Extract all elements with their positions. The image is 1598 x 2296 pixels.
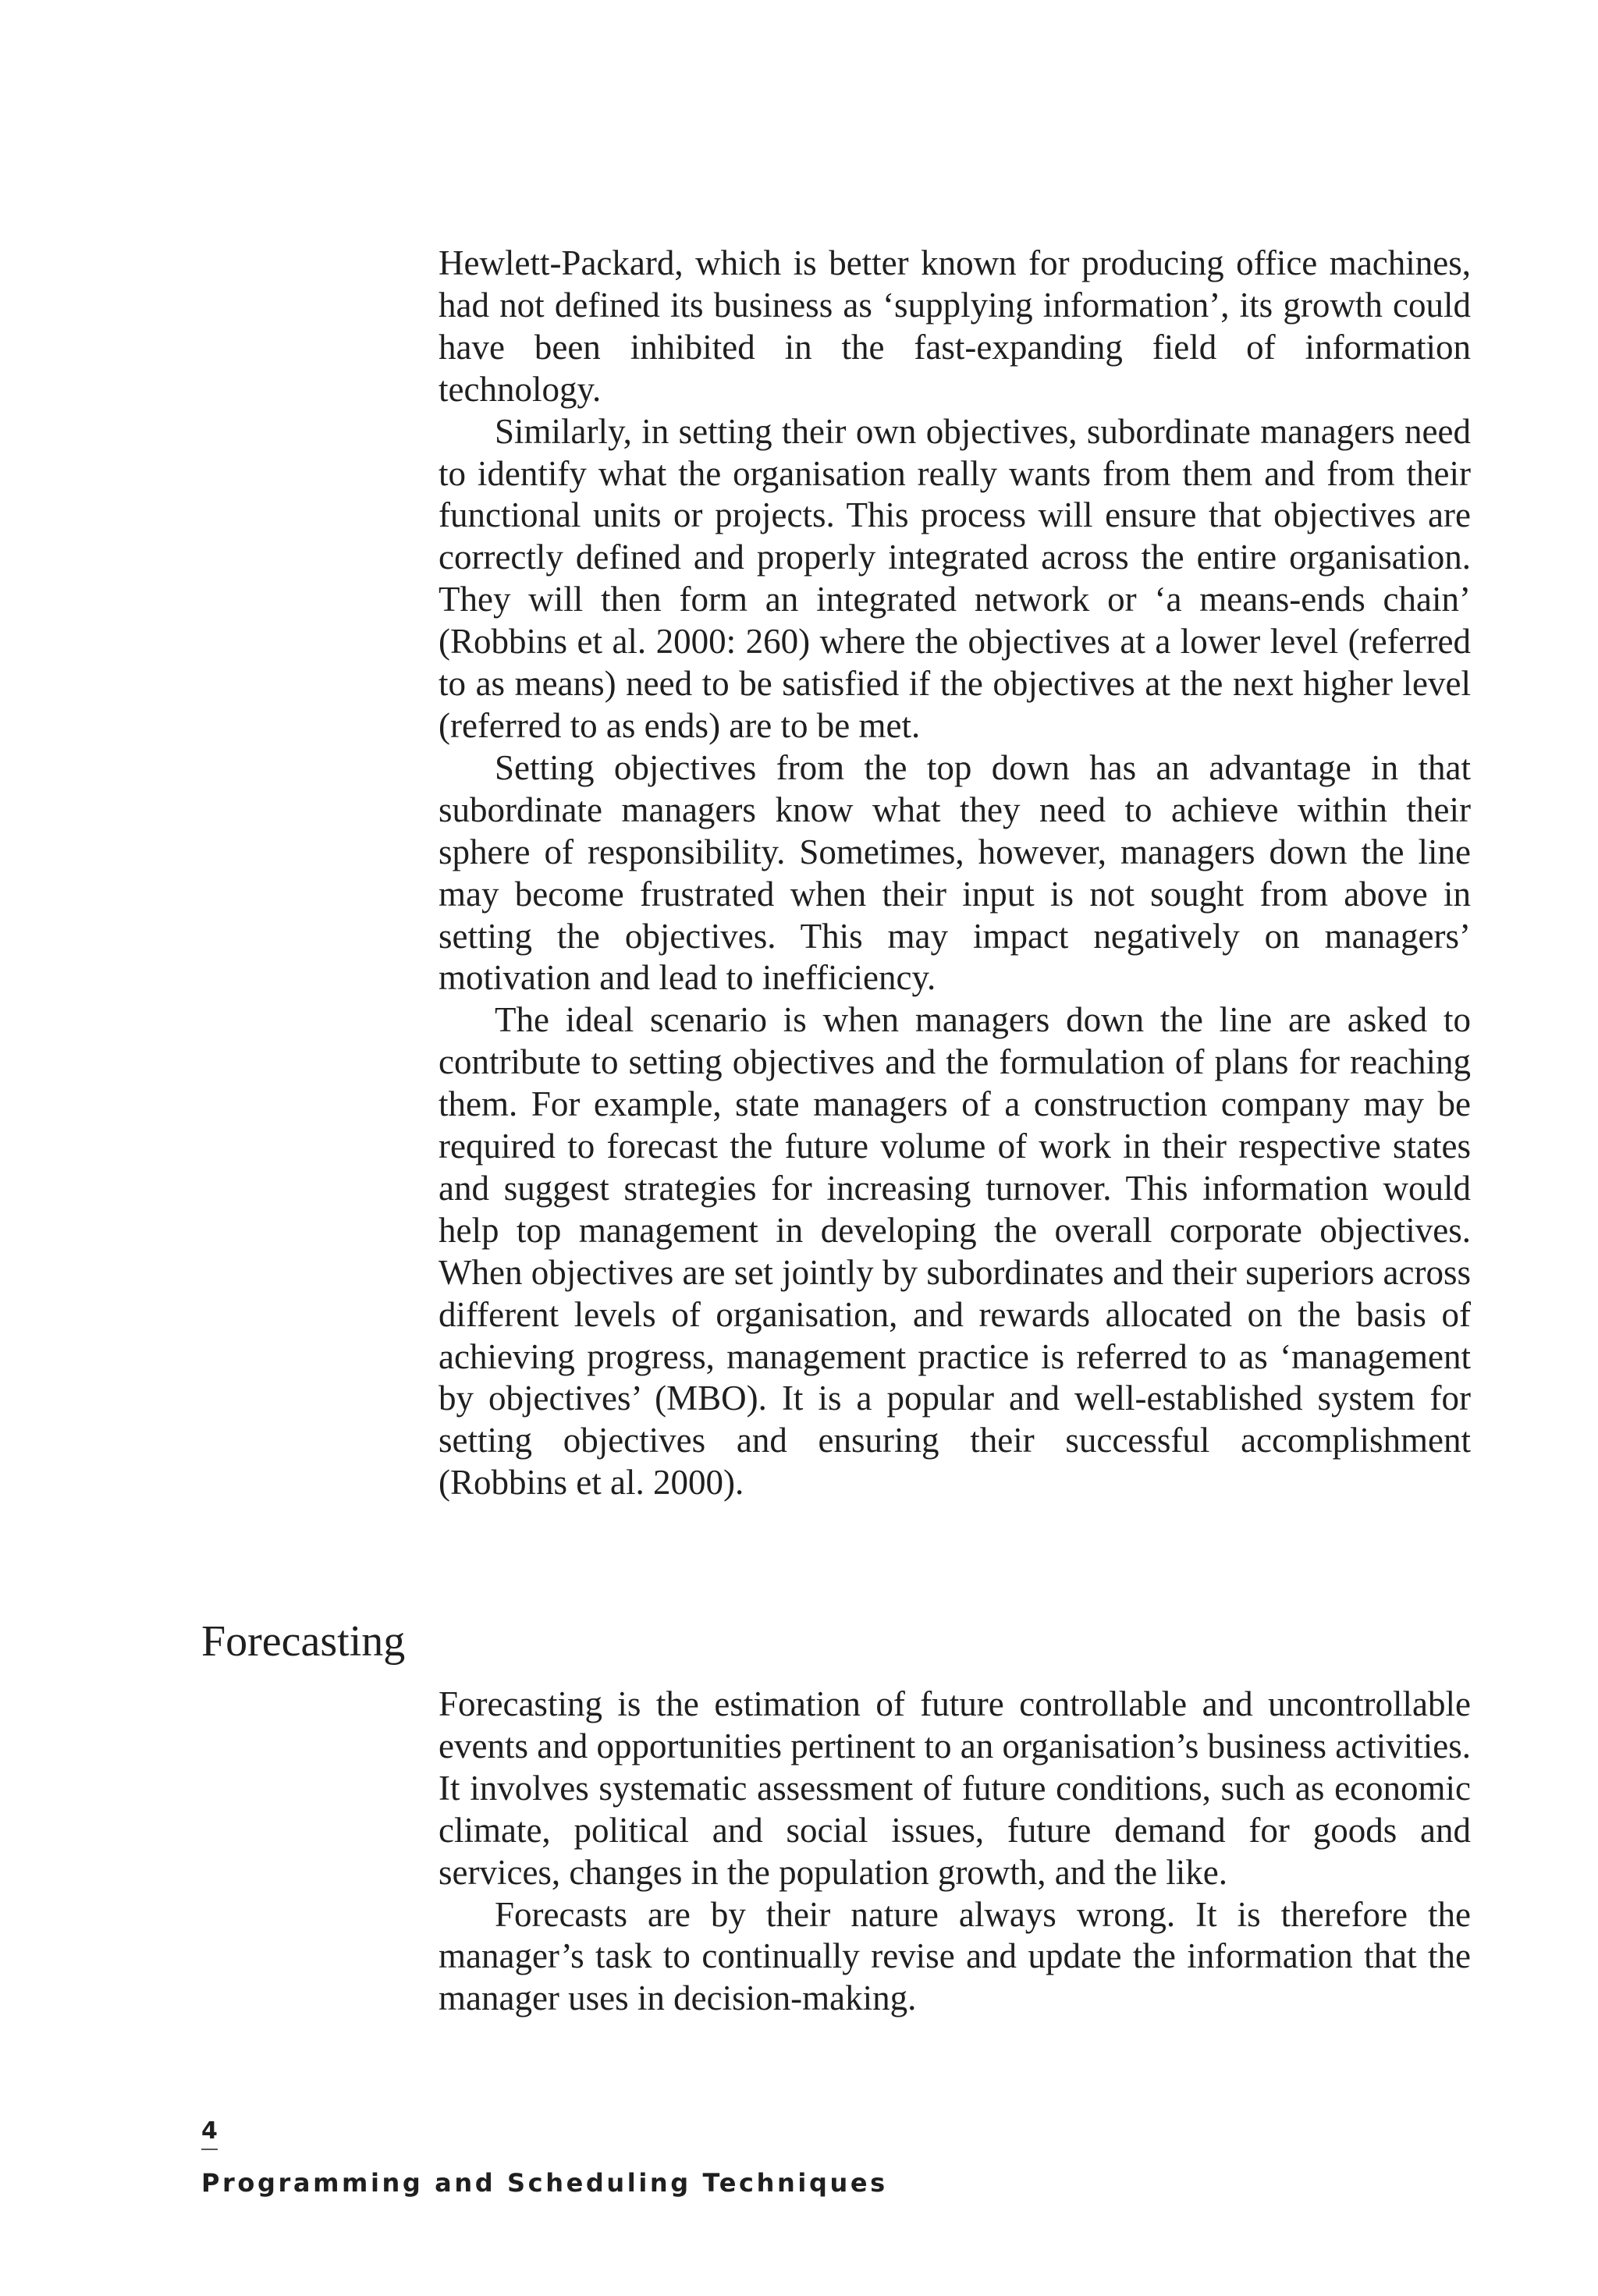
- book-title: Programming and Scheduling Techniques: [201, 2168, 888, 2198]
- body-text-block: [439, 243, 1471, 1504]
- body-text-block: [439, 1684, 1471, 2020]
- paragraph: Forecasts are by their nature always wrong. It is therefore the manager’s task to continually revise and update the information that the manager uses in decision-making.: [439, 1894, 1471, 2018]
- paragraph: Hewlett-Packard, which is better known for producing office machines, had not defined its business as ‘supplying information’, its growth could have been inhibited in the fast-expanding field of information technology.: [439, 243, 1471, 409]
- paragraph: The ideal scenario is when managers down the line are asked to contribute to setting objectives and the formulation of plans for reaching them. For example, state managers of a construction company may be required to forecast the future volume of work in their respective states and suggest strategies for increasing turnover. This information would help top management in developing the overall corporate objectives. When objectives are set jointly by subordinates and their superiors across different levels of organisation, and rewards allocated on the basis of achieving progress, management practice is referred to as ‘management by objectives’ (MBO). It is a popular and well-established system for setting objectives and ensuring their successful accomplishment (Robbins et al. 2000).: [439, 1000, 1471, 1503]
- paragraph: Similarly, in setting their own objectives, subordinate managers need to identify what the organisation really wants from them and from their functional units or projects. This process will ensure that objectives are correctly defined and properly integrated across the entire organisation. They will then form an integrated network or ‘a means-ends chain’ (Robbins et al. 2000: 260) where the objectives at a lower level (referred to as means) need to be satisfied if the objectives at the next higher level (referred to as ends) are to be met.: [439, 411, 1471, 745]
- paragraph: Setting objectives from the top down has an advantage in that subordinate managers know what they need to achieve within their sphere of responsibility. Sometimes, however, managers down the line may become frustrated when their input is not sought from above in setting the objectives. This may impact negatively on managers’ motivation and lead to inefficiency.: [439, 747, 1471, 998]
- paragraph: Forecasting is the estimation of future controllable and uncontrollable events and opportunities pertinent to an organisation’s business activities. It involves systematic assessment of future conditions, such as economic climate, political and social issues, future demand for goods and services, changes in the population growth, and the like.: [439, 1684, 1471, 1892]
- page-footer: [201, 2116, 888, 2198]
- page-number: 4: [201, 2116, 218, 2150]
- section-heading-forecasting: Forecasting: [201, 1617, 406, 1666]
